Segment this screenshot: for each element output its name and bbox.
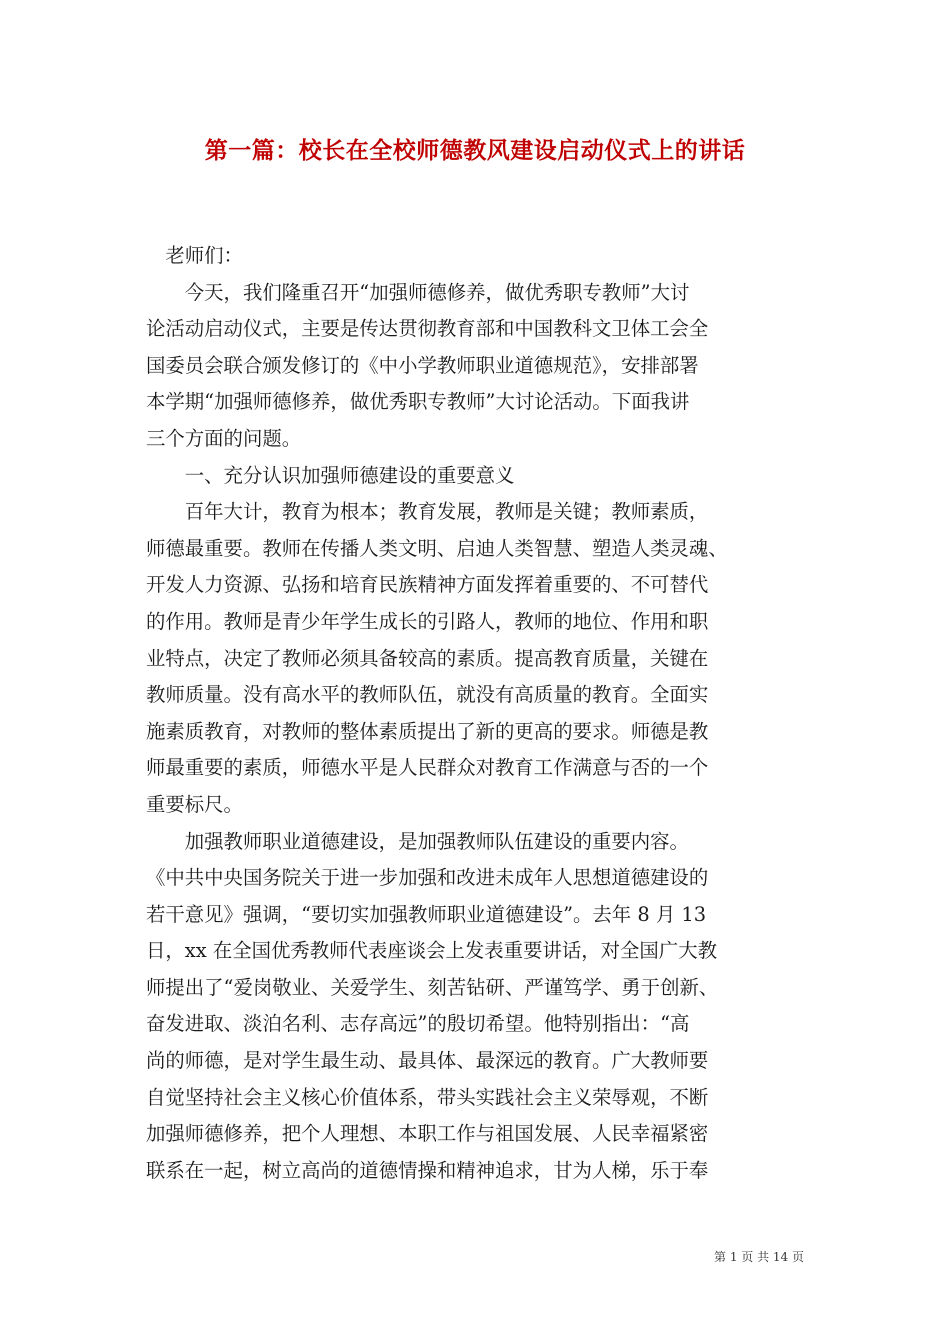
body-line: 今天，我们隆重召开“加强师德修养，做优秀职专教师”大讨 — [146, 280, 690, 304]
page-number: 第 1 页 共 14 页 — [714, 1250, 804, 1264]
body-line: 联系在一起，树立高尚的道德情操和精神追求，甘为人梯，乐于奉 — [146, 1158, 709, 1182]
body-line: 教师质量。没有高水平的教师队伍，就没有高质量的教育。全面实 — [146, 683, 709, 707]
body-line: 师最重要的素质，师德水平是人民群众对教育工作满意与否的一个 — [146, 756, 709, 780]
body-line: 本学期“加强师德修养，做优秀职专教师”大讨论活动。下面我讲 — [146, 390, 690, 414]
body-line: 日，xx 在全国优秀教师代表座谈会上发表重要讲话，对全国广大教 — [146, 939, 717, 963]
body-line: 国委员会联合颁发修订的《中小学教师职业道德规范》，安排部署 — [146, 353, 699, 377]
body-line: 老师们： — [146, 244, 243, 267]
body-line: 业特点，决定了教师必须具备较高的素质。提高教育质量，关键在 — [146, 646, 709, 670]
section-heading: 一、充分认识加强师德建设的重要意义 — [146, 463, 515, 487]
body-line: 三个方面的问题。 — [146, 426, 302, 450]
body-line: 自觉坚持社会主义核心价值体系，带头实践社会主义荣辱观，不断 — [146, 1085, 709, 1109]
body-line: 若干意见》强调，“要切实加强教师职业道德建设”。去年 8 月 13 — [146, 902, 707, 926]
body-line: 奋发进取、淡泊名利、志存高远”的殷切希望。他特别指出：“高 — [146, 1012, 690, 1036]
body-line: 师提出了“爱岗敬业、关爱学生、刻苦钻研、严谨笃学、勇于创新、 — [146, 975, 719, 999]
body-line: 的作用。教师是青少年学生成长的引路人，教师的地位、作用和职 — [146, 609, 709, 633]
body-line: 论活动启动仪式，主要是传达贯彻教育部和中国教科文卫体工会全 — [146, 317, 709, 341]
body-line: 师德最重要。教师在传播人类文明、启迪人类智慧、塑造人类灵魂、 — [146, 536, 728, 560]
body-line: 加强教师职业道德建设，是加强教师队伍建设的重要内容。 — [146, 829, 689, 853]
body-line: 施素质教育，对教师的整体素质提出了新的更高的要求。师德是教 — [146, 719, 709, 743]
body-line: 百年大计，教育为根本；教育发展，教师是关键；教师素质， — [146, 500, 709, 524]
body-line: 重要标尺。 — [146, 792, 243, 816]
body-line: 尚的师德，是对学生最生动、最具体、最深远的教育。广大教师要 — [146, 1049, 709, 1073]
body-line: 开发人力资源、弘扬和培育民族精神方面发挥着重要的、不可替代 — [146, 573, 709, 597]
document-title: 第一篇：校长在全校师德教风建设启动仪式上的讲话 — [204, 137, 746, 164]
body-line: 《中共中央国务院关于进一步加强和改进未成年人思想道德建设的 — [146, 866, 709, 890]
document-body — [146, 238, 806, 1189]
body-line: 加强师德修养，把个人理想、本职工作与祖国发展、人民幸福紧密 — [146, 1122, 709, 1146]
